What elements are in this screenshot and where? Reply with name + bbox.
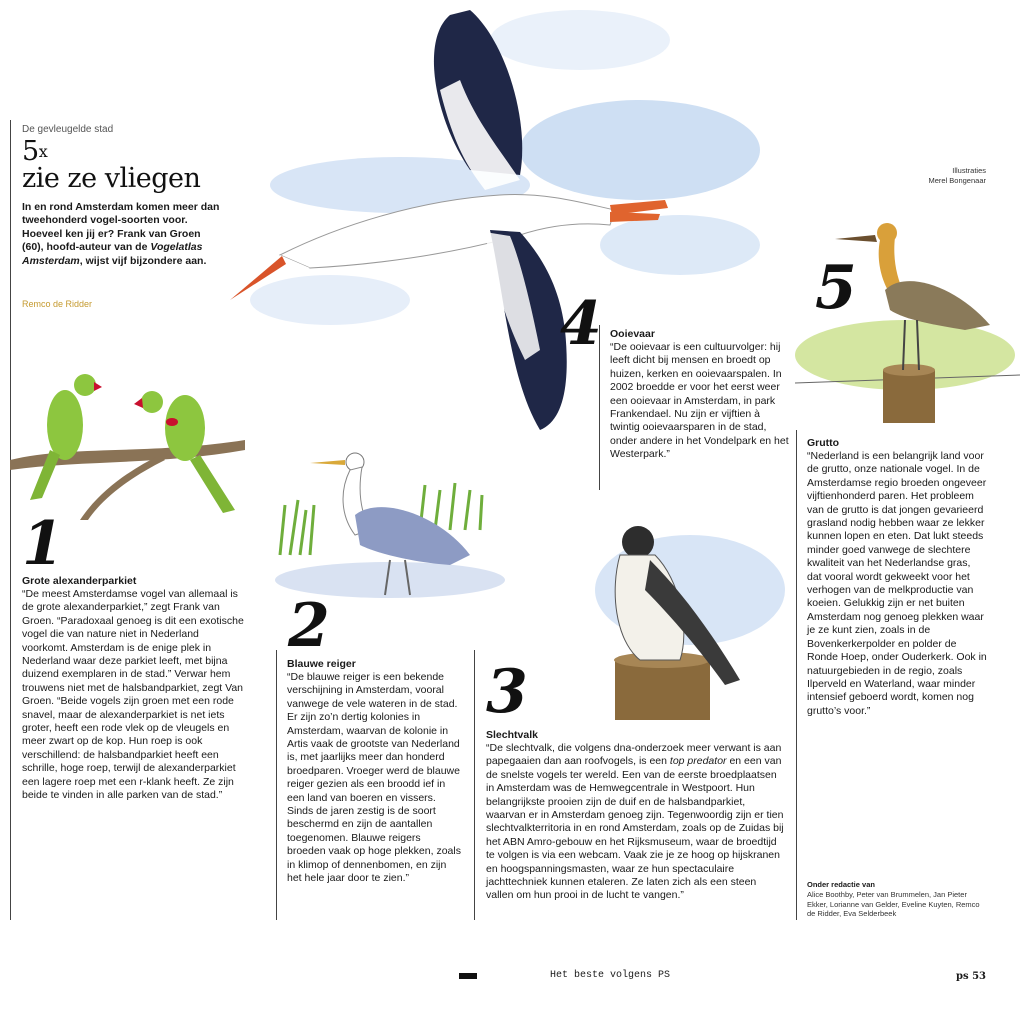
heron-illustration xyxy=(270,445,510,605)
bird-name-5: Grutto xyxy=(807,437,840,449)
bird-text-1: “De meest Amsterdamse vogel van allemaal is de grote alexanderparkiet,” zegt Frank van Groen. “Paradoxaal genoeg is dit een exotische vogel die van nature niet in Nederland voorkomt. Amsterdam is de enige plek in Nederland waar deze parkiet leeft, met bijna duizend exemplaren in de stad.” Verwar hem trouwens niet met de halsbandparkiet, zegt Van Groen. “Beide vogels zijn groen met een rode snavel, maar de alexanderparkiet is net iets groter, heeft een rode vlek op de vleugels en meer zwart op de kop. Hun roep is ook verschillend: de halsbandparkiet heeft een schrille, hoge roep, terwijl de alexanderparkiet een lagere roep met een r-klank heeft. Ze zijn beide te vinden in alle parken van de stad.” xyxy=(22,588,244,802)
bird-text-4: “De ooievaar is een cultuurvolger: hij leeft dicht bij mensen en broedt op huizen, kerken en ooievaarspalen. In 2002 broedde er voor het eerst weer een ooievaar in Amsterdam, in park Frankendael. Nu zijn er vijftien à twintig ooievaarsparen in de stad, onder andere in het Vondelpark en het Westerpark.” xyxy=(610,341,789,461)
bird-text-2: “De blauwe reiger is een bekende verschijning in Amsterdam, vooral vanwege de vele wateren in de stad. Er zijn zo’n dertig kolonies in Amsterdam, waarvan de kolonie in Artis vaak de grootste van Nederland is, met jaarlijks meer dan honderd broedparen. Vroeger werd de blauwe reiger gezien als een broodd ief in een land van boeren en vissers. Sinds de jaren zestig is de soort beschermd en zijn de aantallen toegenomen. Blauwe reigers broeden vaak op hoge plekken, zoals in klimop of dennenbomen, en zijn het hele jaar door te zien.” xyxy=(287,671,461,885)
left-column-rule xyxy=(10,120,11,920)
falcon-illustration xyxy=(540,520,790,720)
intro-text: In en rond Amsterdam komen meer dan tweehonderd vogel-soorten voor. Hoeveel ken jij er? Frank van Groen (60), hoofd-auteur van de Vogelatlas Amsterdam, wijst vijf bijzondere aan. xyxy=(22,201,220,267)
column-2-rule xyxy=(276,650,277,920)
page-title xyxy=(22,138,212,192)
bird-name-4: Ooievaar xyxy=(610,328,655,340)
bird-number-1: 1 xyxy=(22,509,64,579)
bird-text-5: “Nederland is een belangrijk land voor de grutto, onze nationale vogel. In de Amsterdamse regio broeden ongeveer vijftienhonderd paren. Het probleem van de grutto is dat jongen gevarieerd grasland nodig hebben waar ze lekker kunnen lopen en eten. Dat lukt steeds minder goed vanwege de slechtere kwaliteit van het Nederlandse gras, dat vooral wordt gekweekt voor het verhogen van de melkproductie van koeien. Gelukkig zijn er net buiten Amsterdam nog genoeg plekken waar je ze kunt zien, zoals in de Bovenkerkerpolder en polder de Ronde Hoep, onder Ouderkerk. Ook in natuurgebieden in de regio, zoals Ilperveld en Waterland, waar minder intensief geboerd wordt, komen nog grutto’s voor.” xyxy=(807,450,987,717)
bird-name-2: Blauwe reiger xyxy=(287,658,356,670)
bird-name-3: Slechtvalk xyxy=(486,729,538,741)
footer-tagline: Het beste volgens PS xyxy=(550,970,671,981)
bird-number-4: 4 xyxy=(560,289,602,359)
byline: Remco de Ridder xyxy=(22,299,93,309)
bird-number-2: 2 xyxy=(288,591,330,661)
column-5-rule xyxy=(796,430,797,920)
title-number: 5 xyxy=(22,136,39,167)
illustration-credit: Illustraties Merel Bongenaar xyxy=(928,166,986,185)
section-kicker: De gevleugelde stad xyxy=(22,124,114,135)
parakeets-illustration xyxy=(10,370,250,520)
title-text: zie ze vliegen xyxy=(22,163,201,194)
bird-text-3: “De slechtvalk, die volgens dna-onderzoek meer verwant is aan papegaaien dan aan roofvogels, is een top predator en een van de snelste vogels ter wereld. Een van de eerste broedplaatsen in Amsterdam was de Hemwegcentrale in Westpoort. Hun belangrijkste prooien zijn de duif en de halsbandparkiet, waarvan er in Amsterdam genoeg zijn. Tegenwoordig zijn er tien slechtvalkterritoria in en rond Amsterdam, zoals op de Zuidas bij het ABN Amro-gebouw en het Rijksmuseum, waar de broedtijd te volgen is via een webcam. Vaak zie je ze hoog op hijskranen en hoogspanningsmasten, waar ze hun spectaculaire jachttechniek kunnen etaleren. Ze laten zich als een steen vallen om hun prooi in de lucht te vangen.” xyxy=(486,742,784,902)
column-3-rule xyxy=(474,650,475,920)
title-times: x xyxy=(38,142,48,161)
page-number: ps 53 xyxy=(956,971,987,982)
bird-name-1: Grote alexanderparkiet xyxy=(22,575,137,587)
editorial-heading: Onder redactie van xyxy=(807,880,875,889)
editorial-names: Alice Boothby, Peter van Brummelen, Jan Pieter Ekker, Lorianne van Gelder, Eveline Kuyten, Remco de Ridder, Eva Selderbeek xyxy=(807,890,980,918)
footer-mark xyxy=(459,973,477,979)
bird-number-3: 3 xyxy=(486,657,528,727)
bird-number-5: 5 xyxy=(815,253,857,323)
